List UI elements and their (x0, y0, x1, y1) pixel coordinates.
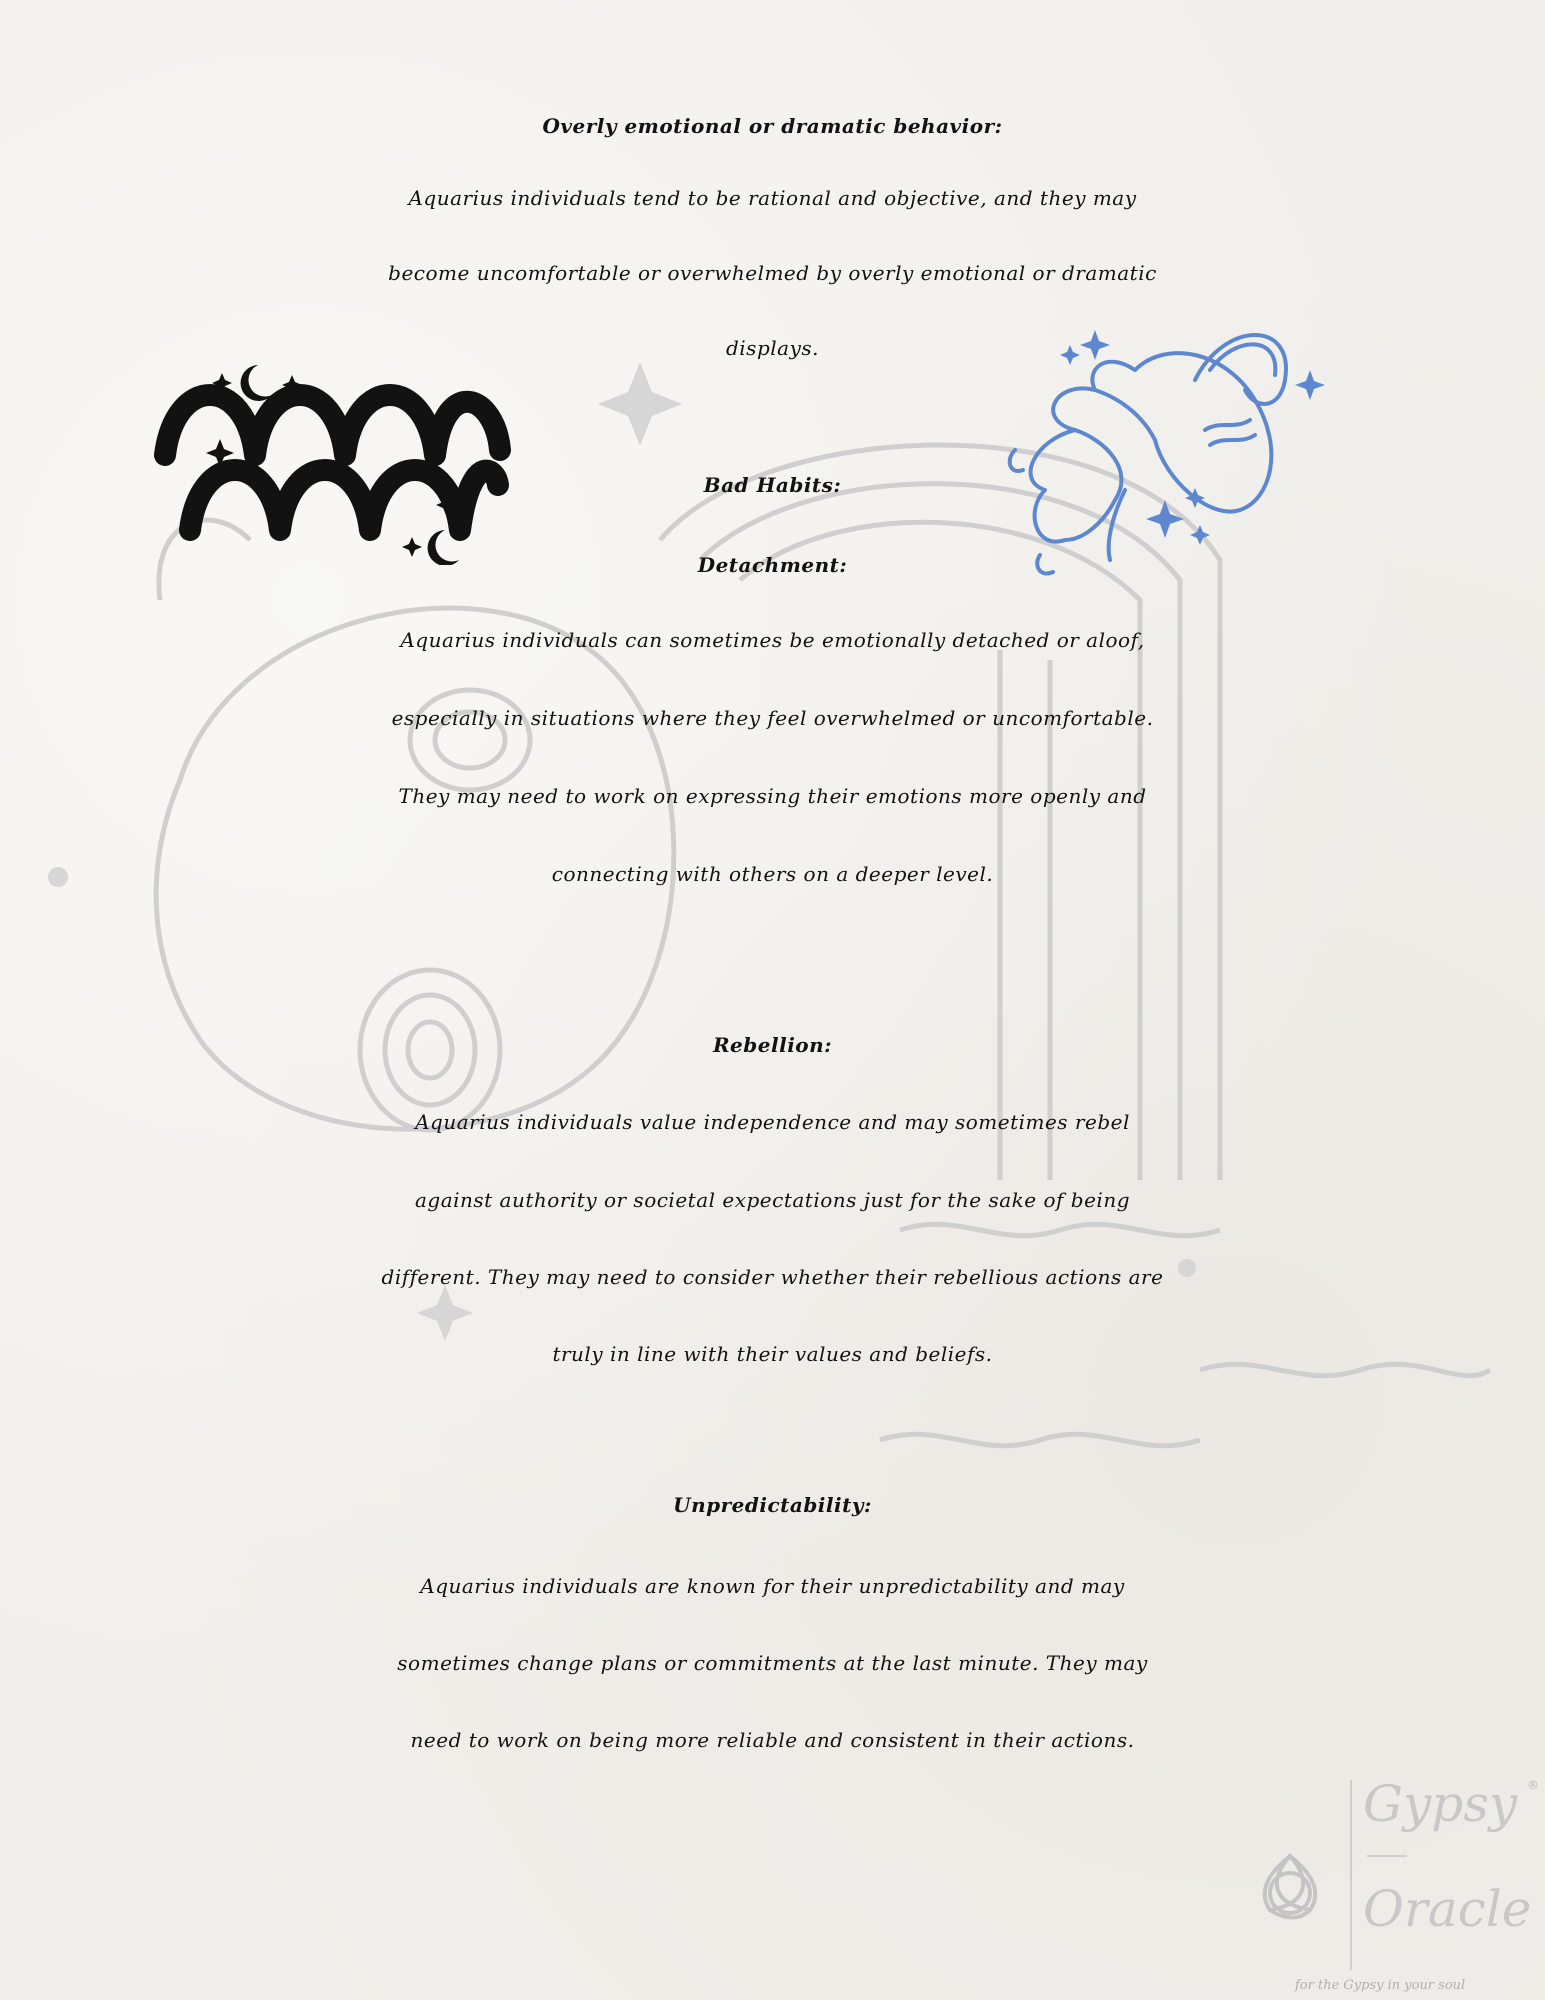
body-line: become uncomfortable or overwhelmed by overly emotional or dramatic (388, 261, 1157, 285)
section-heading-rebellion: Rebellion: (712, 1033, 833, 1057)
body-line: need to work on being more reliable and consistent in their actions. (410, 1728, 1135, 1752)
logo-footnote: for the Gypsy in your soul (1295, 1978, 1466, 1993)
body-line: They may need to work on expressing their emotions more openly and (398, 784, 1147, 808)
logo-word-1: Gypsy (1363, 1775, 1518, 1833)
body-line: displays. (725, 336, 819, 360)
section-heading-detachment: Detachment: (697, 553, 848, 577)
body-line: sometimes change plans or commitments at the last minute. They may (397, 1651, 1148, 1675)
section-heading-emotional: Overly emotional or dramatic behavior: (542, 114, 1003, 138)
logo-divider (1350, 1780, 1352, 1970)
body-line: against authority or societal expectations just for the sake of being (414, 1188, 1131, 1212)
bad-habits-title: Bad Habits: (703, 473, 842, 497)
body-line: Aquarius individuals can sometimes be emotionally detached or aloof, (400, 628, 1145, 652)
body-line: connecting with others on a deeper level. (551, 862, 994, 886)
section-heading-unpredictability: Unpredictability: (673, 1493, 872, 1517)
logo-rule (1367, 1855, 1407, 1857)
body-line: different. They may need to consider whether their rebellious actions are (381, 1265, 1164, 1289)
gypsy-oracle-logo (1245, 1770, 1545, 2000)
registered-mark: ® (1527, 1778, 1539, 1792)
body-line: Aquarius individuals value independence and may sometimes rebel (415, 1110, 1130, 1134)
body-line: truly in line with their values and beliefs. (552, 1342, 993, 1366)
body-line: Aquarius individuals tend to be rational and objective, and they may (408, 186, 1137, 210)
logo-word-2: Oracle (1363, 1880, 1532, 1938)
triquetra-icon (1250, 1848, 1330, 1928)
body-line: Aquarius individuals are known for their unpredictability and may (420, 1574, 1125, 1598)
body-line: especially in situations where they feel overwhelmed or uncomfortable. (391, 706, 1154, 730)
